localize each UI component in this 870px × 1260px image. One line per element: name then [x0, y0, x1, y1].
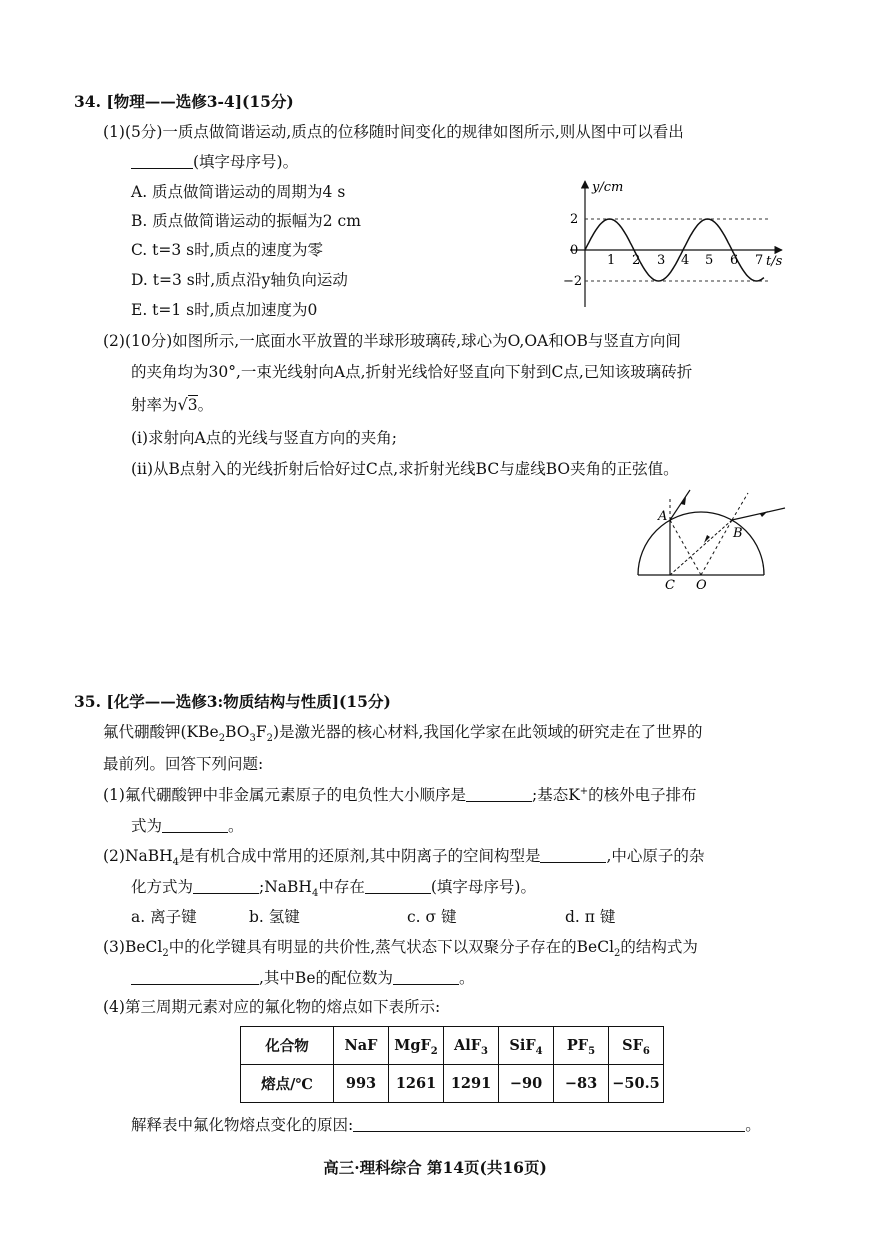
hemisphere-arc	[638, 512, 764, 575]
ray-arrow-A	[681, 497, 686, 505]
table-cell: −90	[499, 1065, 554, 1103]
table-header-melting-point: 熔点/℃	[241, 1065, 334, 1103]
answer-blank	[162, 818, 228, 833]
answer-blank	[540, 848, 606, 863]
table-cell: SiF$_4$	[499, 1027, 554, 1065]
label-B: B	[733, 526, 743, 541]
hemisphere-diagram	[630, 485, 790, 593]
q34-part1-stem: (1)(5分)一质点做简谐运动,质点的位移随时间变化的规律如图所示,则从图中可以看出	[103, 123, 684, 141]
q34-option-b: B. 质点做简谐运动的振幅为2 cm	[131, 212, 361, 230]
q35-intro-line1: 氟代硼酸钾$(KBe_2BO_3F_2)$是激光器的核心材料,我国化学家在此领域的研究走在了世界的	[103, 723, 703, 744]
x-tick-6: 6	[730, 253, 739, 268]
origin-label: 0	[570, 243, 579, 258]
line-OB	[701, 520, 732, 575]
y-axis-label: y/cm	[592, 180, 624, 195]
answer-blank	[131, 154, 193, 169]
q34-part1-stem-line2: (填字母序号)。	[131, 152, 298, 172]
q35-intro-line2: 最前列。回答下列问题:	[103, 755, 264, 773]
q35-explain: 解释表中氟化物熔点变化的原因: 。	[131, 1116, 761, 1134]
label-A: A	[658, 509, 668, 524]
table-cell: −50.5	[609, 1065, 664, 1103]
table-cell: −83	[554, 1065, 609, 1103]
q35-part2-line2: 化方式为 ;NaBH$_4$中存在 (填字母序号)。	[131, 878, 536, 899]
x-tick-3: 3	[657, 253, 666, 268]
q34-option-e: E. t=1 s时,质点加速度为0	[131, 301, 318, 319]
q34-option-c: C. t=3 s时,质点的速度为零	[131, 241, 324, 259]
answer-blank	[393, 970, 459, 985]
answer-blank	[466, 787, 532, 802]
answer-blank	[353, 1117, 745, 1132]
page-footer: 高三·理科综合 第14页(共16页)	[323, 1158, 547, 1177]
answer-blank	[365, 879, 431, 894]
x-tick-2: 2	[632, 253, 641, 268]
melting-point-table	[240, 1026, 664, 1103]
t-axis-label: t/s	[766, 254, 783, 269]
q34-part2-line3: 射率为√3。	[131, 395, 214, 414]
label-C: C	[665, 578, 675, 593]
table-row-compounds	[241, 1027, 664, 1065]
label-O: O	[696, 578, 707, 593]
choice-b: b. 氢键	[249, 908, 300, 926]
y-tick-neg2: −2	[563, 274, 583, 289]
q34-option-d: D. t=3 s时,质点沿y轴负向运动	[131, 271, 348, 289]
table-cell: NaF	[334, 1027, 389, 1065]
table-cell: $SF_6$	[609, 1027, 664, 1065]
table-cell: MgF$_2$	[389, 1027, 444, 1065]
answer-blank	[193, 879, 259, 894]
x-tick-7: 7	[755, 253, 764, 268]
q34-subquestion-ii: (ii)从B点射入的光线折射后恰好过C点,求折射光线BC与虚线BO夹角的正弦值。	[131, 460, 679, 478]
table-cell: 1261	[389, 1065, 444, 1103]
q34-title: 34. [物理——选修3-4](15分)	[74, 92, 294, 111]
displacement-time-graph	[560, 175, 790, 310]
line-OA	[670, 520, 701, 575]
table-cell: 1291	[444, 1065, 499, 1103]
table-cell: AlF$_3$	[444, 1027, 499, 1065]
incident-ray-B	[732, 508, 785, 520]
choice-d: d. π 键	[565, 908, 616, 926]
x-tick-4: 4	[681, 253, 690, 268]
q35-part1-line2: 式为 。	[131, 817, 244, 835]
q35-title: 35. [化学——选修3:物质结构与性质](15分)	[74, 692, 391, 711]
q34-part2-line1: (2)(10分)如图所示,一底面水平放置的半球形玻璃砖,球心为O,OA和OB与竖直方向间	[103, 332, 681, 350]
answer-blank	[131, 970, 259, 985]
table-header-compound: 化合物	[241, 1027, 334, 1065]
normal-at-B	[732, 493, 748, 520]
refracted-ray-BC	[670, 520, 732, 575]
ray-arrow-B	[760, 511, 768, 517]
q34-subquestion-i: (i)求射向A点的光线与竖直方向的夹角;	[131, 429, 397, 447]
q34-option-a: A. 质点做简谐运动的周期为4 s	[131, 183, 346, 201]
table-cell: $PF_5$	[554, 1027, 609, 1065]
choice-a: a. 离子键	[131, 908, 197, 926]
choice-c: c. σ 键	[407, 908, 457, 926]
x-tick-1: 1	[607, 253, 616, 268]
q35-part4: (4)第三周期元素对应的氟化物的熔点如下表所示:	[103, 998, 441, 1016]
q35-part3-line1: (3)BeCl$_2$中的化学键具有明显的共价性,蒸气状态下以双聚分子存在的BeCl$_2$的结构式为	[103, 938, 698, 959]
q35-part2-line1: (2)NaBH$_4$是有机合成中常用的还原剂,其中阴离子的空间构型是 ,中心原子的杂	[103, 847, 705, 868]
q35-part3-line2: ,其中Be的配位数为 。	[131, 968, 475, 988]
table-cell: 993	[334, 1065, 389, 1103]
q34-part2-line2: 的夹角均为30°,一束光线射向A点,折射光线恰好竖直向下射到C点,已知该玻璃砖折	[131, 363, 693, 381]
q35-part1-line1: (1)氟代硼酸钾中非金属元素原子的电负性大小顺序是 ;基态K+的核外电子排布	[103, 786, 697, 804]
x-tick-5: 5	[705, 253, 714, 268]
sqrt-symbol: √	[177, 395, 188, 414]
ray-arrow-BC	[704, 535, 710, 543]
table-row-melting-points	[241, 1065, 664, 1103]
y-tick-2: 2	[570, 212, 579, 227]
